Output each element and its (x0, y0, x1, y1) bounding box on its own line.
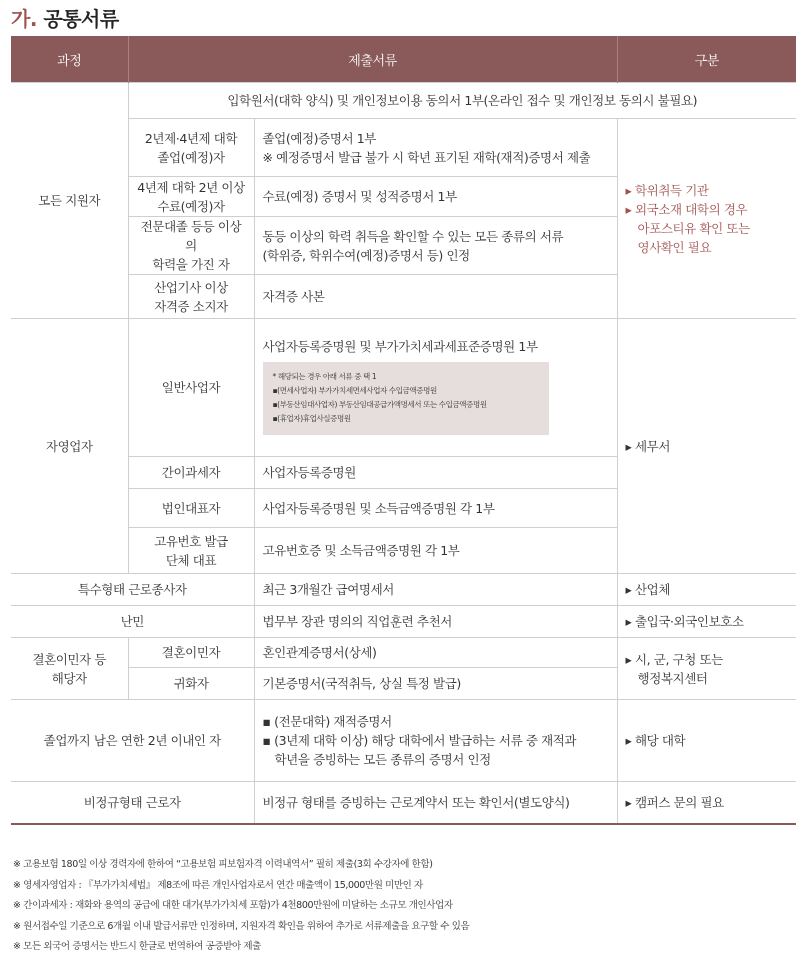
section-title: 공통서류 (43, 7, 119, 31)
document-cell: 고유번호증 및 소득금액증명원 각 1부 (254, 528, 617, 574)
sub-category-cell: 간이과세자 (128, 457, 254, 489)
table-row (11, 319, 796, 457)
table-row (11, 782, 796, 824)
footnote: ※ 원서접수일 기준으로 6개월 이내 발급서류만 인정하며, 지원자격 확인을 위하여 추가로 서류제출을 요구할 수 있음 (13, 920, 470, 932)
sub-category-cell: 귀화자 (128, 668, 254, 700)
document-cell: 사업자등록증명원 및 부가가치세과세표준증명원 1부 * 해당되는 경우 아래 서류 중 택 1 ▪(면세사업자) 부가가치세면세사업자 수입금액증명원 ▪(부동산임대사업자) 부동산임대공급가액명세서 또는 수입금액증명원 ▪(휴업자)휴업사실증명원 (254, 319, 617, 457)
table-header-row (11, 36, 796, 83)
header-docs: 제출서류 (128, 36, 617, 83)
document-cell: 졸업(예정)증명서 1부 ※ 예정증명서 발급 불가 시 학년 표기된 재학(재적)증명서 제출 (254, 119, 617, 177)
all-gubun-cell: ▸ 학위취득 기관 ▸ 외국소재 대학의 경우 아포스티유 확인 또는 영사확인 필요 (617, 119, 796, 319)
special-label: 특수형태 근로종사자 (11, 574, 254, 606)
sub-category-cell: 일반사업자 (128, 319, 254, 457)
sub-category-cell: 결혼이민자 (128, 638, 254, 668)
footnote: ※ 고용보험 180일 이상 경력자에 한하여 “고용보험 피보험자격 이력내역서” 필히 제출(3회 수강자에 한함) (13, 859, 433, 870)
footnotes (13, 855, 469, 958)
document-cell: ▪ (전문대학) 재적증명서 ▪ (3년제 대학 이상) 해당 대학에서 발급하는 서류 중 재적과 학년을 증빙하는 모든 종류의 증명서 인정 (254, 700, 617, 782)
header-course: 과정 (11, 36, 128, 83)
self-employed-label: 자영업자 (11, 319, 128, 574)
document-cell: 법무부 장관 명의의 직업훈련 추천서 (254, 606, 617, 638)
sub-category-cell: 2년제·4년제 대학 졸업(예정)자 (128, 119, 254, 177)
gubun-cell: ▸ 해당 대학 (617, 700, 796, 782)
all-applicants-label: 모든 지원자 (11, 83, 128, 319)
gubun-cell: ▸ 산업체 (617, 574, 796, 606)
footnote: ※ 모든 외국어 증명서는 반드시 한글로 번역하여 공증받아 제출 (13, 941, 261, 952)
sub-category-cell: 법인대표자 (128, 489, 254, 528)
marriage-label: 결혼이민자 등 해당자 (11, 638, 128, 700)
marriage-gubun-cell: ▸ 시, 군, 구청 또는 행정복지센터 (617, 638, 796, 700)
document-cell: 최근 3개월간 급여명세서 (254, 574, 617, 606)
documents-table (11, 36, 796, 825)
header-gubun: 구분 (617, 36, 796, 83)
gubun-cell: ▸ 캠퍼스 문의 필요 (617, 782, 796, 824)
table-row (11, 83, 796, 119)
document-cell: 비정규 형태를 증빙하는 근로계약서 또는 확인서(별도양식) (254, 782, 617, 824)
self-gubun-cell: ▸ 세무서 (617, 319, 796, 574)
sub-category-cell: 산업기사 이상 자격증 소지자 (128, 275, 254, 319)
document-cell: 사업자등록증명원 및 소득금액증명원 각 1부 (254, 489, 617, 528)
footnote: ※ 영세자영업자 : 『부가가치세법』 제8조에 따른 개인사업자로서 연간 매출액이 15,000만원 미만인 자 (13, 879, 423, 891)
document-cell: 자격증 사본 (254, 275, 617, 319)
document-cell: 혼인관계증명서(상세) (254, 638, 617, 668)
section-heading (11, 3, 119, 32)
table-row (11, 119, 796, 177)
common-docs-cell: 입학원서(대학 양식) 및 개인정보이용 동의서 1부(온라인 접수 및 개인정보 동의시 불필요) (128, 83, 796, 119)
table-row (11, 638, 796, 668)
table-row (11, 700, 796, 782)
refugee-label: 난민 (11, 606, 254, 638)
table-row (11, 606, 796, 638)
irregular-label: 비정규형태 근로자 (11, 782, 254, 824)
sub-category-cell: 전문대졸 등등 이상의 학력을 가진 자 (128, 217, 254, 275)
section-number: 가. (11, 7, 37, 31)
document-cell: 수료(예정) 증명서 및 성적증명서 1부 (254, 177, 617, 217)
sub-category-cell: 고유번호 발급 단체 대표 (128, 528, 254, 574)
graduate-label: 졸업까지 남은 연한 2년 이내인 자 (11, 700, 254, 782)
table-row (11, 574, 796, 606)
document-cell: 기본증명서(국적취득, 상실 특정 발급) (254, 668, 617, 700)
gubun-cell: ▸ 출입국·외국인보호소 (617, 606, 796, 638)
document-cell: 동등 이상의 학력 취득을 확인할 수 있는 모든 종류의 서류 (학위증, 학위수여(예정)증명서 등) 인정 (254, 217, 617, 275)
footnote: ※ 간이과세자 : 재화와 용역의 공급에 대한 대가(부가가치세 포함)가 4천800만원에 미달하는 소규모 개인사업자 (13, 900, 453, 911)
notes-box: * 해당되는 경우 아래 서류 중 택 1 ▪(면세사업자) 부가가치세면세사업자 수입금액증명원 ▪(부동산임대사업자) 부동산임대공급가액명세서 또는 수입금액증명원 ▪(휴업자)휴업사실증명원 (263, 362, 549, 435)
document-cell: 사업자등록증명원 (254, 457, 617, 489)
sub-category-cell: 4년제 대학 2년 이상 수료(예정)자 (128, 177, 254, 217)
